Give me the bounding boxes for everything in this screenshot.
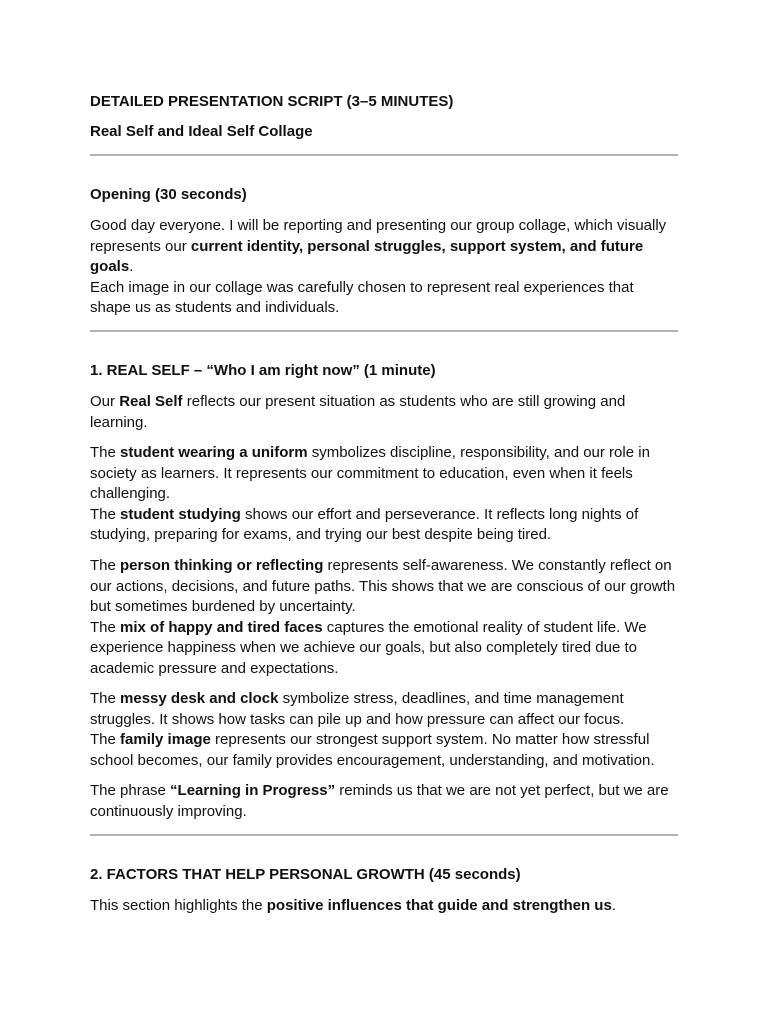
factors-paragraph-1: This section highlights the positive influences that guide and strengthen us.	[90, 897, 616, 914]
real-self-paragraph-4: The messy desk and clock symbolize stress, deadlines, and time management struggles. It shows how tasks can pile up and how pressure can affect our focus. The family image represents our strongest support system. No matter how stressful school becomes, our family provides encouragement, understanding, and motivation.	[90, 690, 655, 769]
opening-paragraph: Good day everyone. I will be reporting and presenting our group collage, which visually represents our current identity, personal struggles, support system, and future goals. Each image in our collage was carefully chosen to represent real experiences that shape us as students and individuals.	[90, 217, 667, 317]
real-self-paragraph-2: The student wearing a uniform symbolizes discipline, responsibility, and our role in society as learners. It represents our commitment to education, even when it feels challenging. The student studying shows our effort and perseverance. It reflects long nights of studying, preparing for exams, and trying our best despite being tired.	[90, 444, 650, 544]
real-self-paragraph-3: The person thinking or reflecting represents self-awareness. We constantly reflect on our actions, decisions, and future paths. This shows that we are conscious of our growth but sometimes burdened by uncertainty. The mix of happy and tired faces captures the emotional reality of student life. We experience happiness when we achieve our goals, but also completely tired due to academic pressure and expectations.	[90, 557, 676, 677]
divider	[90, 834, 678, 836]
opening-heading: Opening (30 seconds)	[90, 186, 247, 203]
divider	[90, 154, 678, 156]
document-title: DETAILED PRESENTATION SCRIPT (3–5 MINUTES)	[90, 93, 454, 110]
real-self-paragraph-1: Our Real Self reflects our present situation as students who are still growing and learning.	[90, 393, 626, 431]
real-self-paragraph-5: The phrase “Learning in Progress” reminds us that we are not yet perfect, but we are continuously improving.	[90, 782, 669, 820]
divider	[90, 330, 678, 332]
factors-heading: 2. FACTORS THAT HELP PERSONAL GROWTH (45 seconds)	[90, 866, 521, 883]
document-subtitle: Real Self and Ideal Self Collage	[90, 123, 313, 140]
real-self-heading: 1. REAL SELF – “Who I am right now” (1 minute)	[90, 362, 436, 379]
